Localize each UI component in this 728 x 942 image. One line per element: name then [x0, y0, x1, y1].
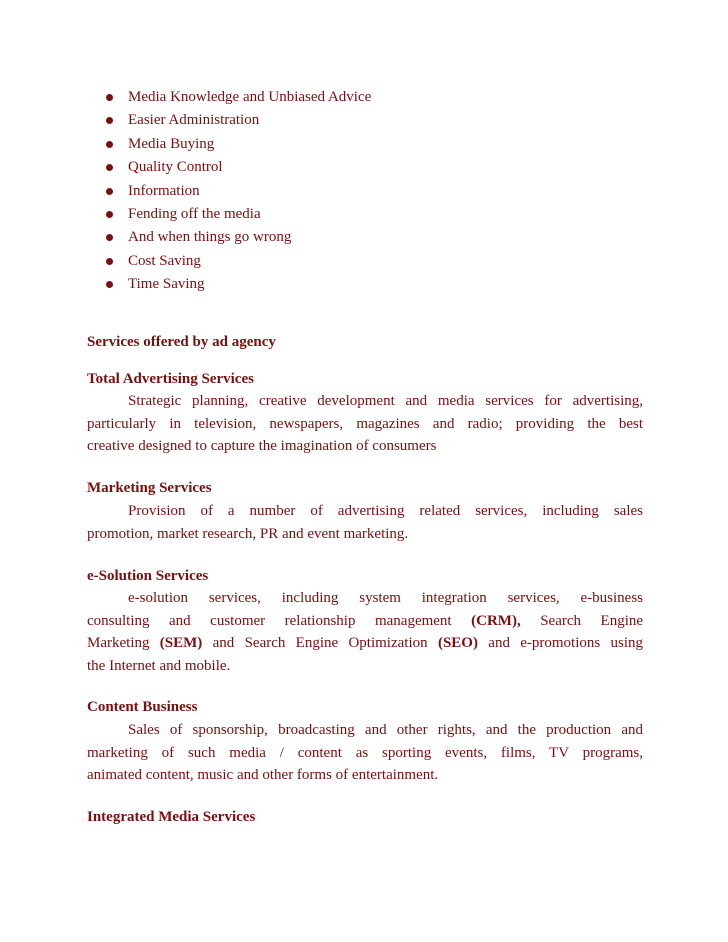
- bullet-icon: [106, 188, 113, 195]
- bullet-icon: [106, 164, 113, 171]
- marketing-paragraph: Provision of a number of advertising related services, including sales promotion, market research, PR and event marketing.: [87, 503, 643, 542]
- bullet-icon: [106, 281, 113, 288]
- bullet-icon: [106, 211, 113, 218]
- section-title: Services offered by ad agency: [87, 334, 276, 350]
- list-item: Media Buying: [100, 133, 371, 156]
- marketing-heading: Marketing Services: [87, 480, 212, 496]
- list-item: Time Saving: [100, 273, 371, 296]
- bullet-icon: [106, 258, 113, 265]
- esolution-paragraph: e-solution services, including system integration services, e-business consulting and customer relationship management (CRM), Search Engine Marketing (SEM) and Search Engine Optimization (SEO) and e-promotions using the Internet and mobile.: [87, 590, 644, 674]
- benefits-list: [100, 86, 371, 297]
- list-item: Quality Control: [100, 156, 371, 179]
- content-business-heading: Content Business: [87, 699, 198, 715]
- bullet-icon: [106, 141, 113, 148]
- bullet-icon: [106, 234, 113, 241]
- bullet-icon: [106, 94, 113, 101]
- list-item: Easier Administration: [100, 109, 371, 132]
- total-advertising-heading: Total Advertising Services: [87, 371, 254, 387]
- list-item: Fending off the media: [100, 203, 371, 226]
- list-item: Media Knowledge and Unbiased Advice: [100, 86, 371, 109]
- esolution-heading: e-Solution Services: [87, 568, 209, 584]
- list-item: Information: [100, 180, 371, 203]
- bullet-icon: [106, 117, 113, 124]
- list-item: Cost Saving: [100, 250, 371, 273]
- integrated-media-heading: Integrated Media Services: [87, 809, 256, 825]
- total-advertising-paragraph: Strategic planning, creative development and media services for advertising, particularly in television, newspapers, magazines and radio; providing the best creative designed to capture the imagination of consumers: [87, 393, 643, 454]
- list-item: And when things go wrong: [100, 226, 371, 249]
- content-business-paragraph: Sales of sponsorship, broadcasting and other rights, and the production and marketing of such media / content as sporting events, films, TV programs, animated content, music and other forms of entertainment.: [87, 722, 643, 783]
